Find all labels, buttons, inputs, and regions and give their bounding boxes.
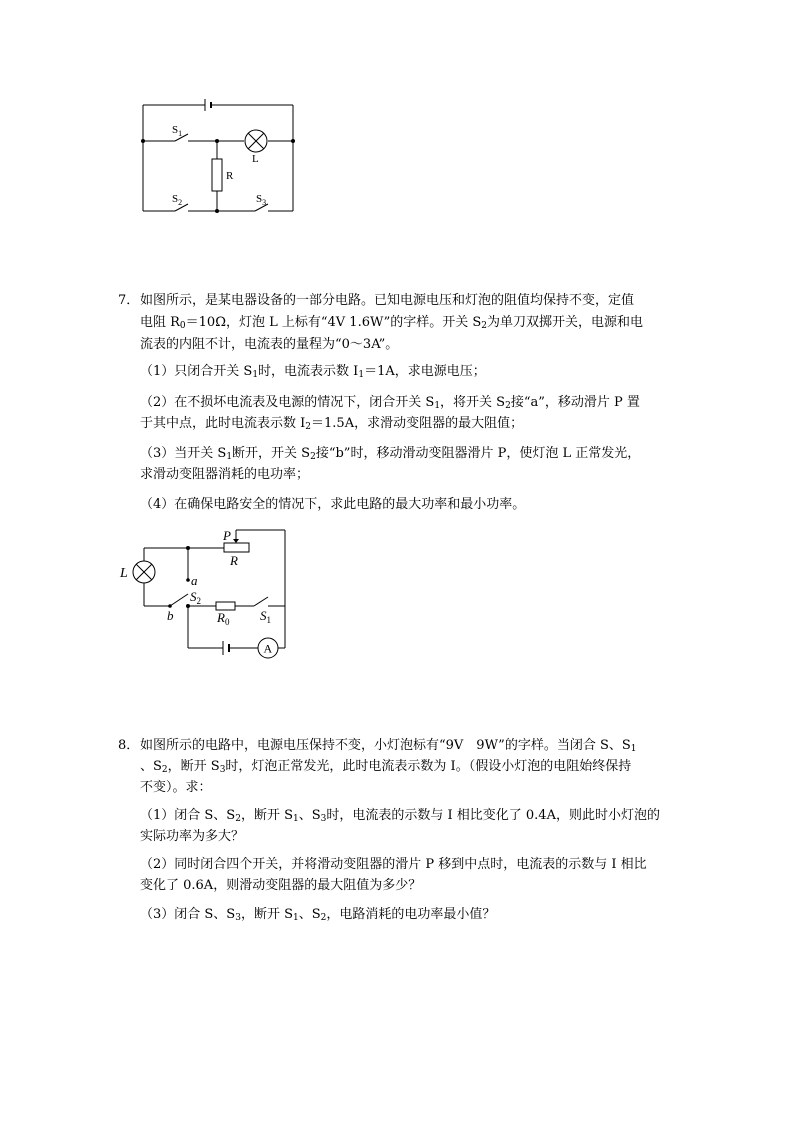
lamp-symbol [133, 561, 155, 583]
question-7-part-1: （1）只闭合开关 $S_1$时，电流表示数 $I_1=1A$，求电源电压； [140, 364, 486, 380]
slider-arrow [233, 539, 239, 543]
terminal-a-dot [186, 578, 190, 582]
question-8-intro-line: 、$S_2$，断开 $S_3$时，灯泡正常发光，此时电流表示数为 I。（假设小灯泡的电阻始终保持 [140, 759, 632, 775]
question-7-part-3-cont: 求滑动变阻器消耗的电功率； [140, 467, 310, 482]
terminal-a-label: a [191, 573, 198, 588]
question-8-intro-line: 如图所示的电路中，电源电压保持不变，小灯泡标有“9V 9W”的字样。当闭合 S、$S_1$ [140, 738, 637, 754]
question-7-intro-line: 电阻 $R_0=10\Omega$，灯泡 L 上标有“4V 1.6W”的字样。开关 $S_2$为单刀双掷开关，电源和电 [140, 315, 644, 331]
question-8-part-2-cont: 变化了 0.6A，则滑动变阻器的最大阻值为多少？ [140, 878, 422, 893]
question-8-number: 8． [118, 738, 140, 753]
terminal-b-label: b [167, 608, 174, 623]
junction-dot [186, 546, 190, 550]
question-7-intro-line: 如图所示，是某电器设备的一部分电路。已知电源电压和灯泡的阻值均保持不变，定值 [140, 293, 635, 308]
ammeter-symbol [258, 638, 278, 658]
question-7-part-3: （3）当开关 $S_1$断开，开关 $S_2$接“b”时，移动滑动变阻器滑片 P，使灯泡 L 正常发光， [140, 446, 641, 462]
question-8-part-1-cont: 实际功率为多大？ [140, 829, 245, 844]
switch-s3-label: $S_3$ [256, 193, 267, 207]
question-7-intro-line: 流表的内阻不计，电流表的量程为“0～3A”。 [140, 337, 399, 352]
question-7-part-2: （2）在不损坏电流表及电源的情况下，闭合开关 $S_1$，将开关 $S_2$接“a”，移动滑片 P 置 [140, 395, 640, 411]
lamp-label: L [120, 566, 128, 581]
question-7-part-2-cont: 于其中点，此时电流表示数 $I_2=1.5A$，求滑动变阻器的最大阻值； [140, 416, 524, 432]
switch-s1-label: $S_1$ [260, 608, 271, 625]
slider-p-label: P [223, 528, 231, 543]
question-8-part-2: （2）同时闭合四个开关，并将滑动变阻器的滑片 P 移到中点时，电流表的示数与 I 相比 [140, 857, 647, 872]
lamp-symbol [245, 130, 267, 152]
question-8-part-1: （1）闭合 S、$S_2$，断开 $S_1$、$S_3$时，电流表的示数与 I 相比变化了 0.4A，则此时小灯泡的 [140, 808, 660, 824]
question-8-part-3: （3）闭合 S、$S_3$，断开 $S_1$、$S_2$，电路消耗的电功率最小值？ [140, 907, 496, 923]
switch-s2-label: $S_2$ [190, 589, 201, 606]
resistor-label: R [226, 170, 234, 182]
switch-s2-label: $S_2$ [172, 193, 183, 207]
lamp-label: L [252, 153, 259, 165]
junction-dot [141, 139, 145, 143]
svg-text:A: A [263, 641, 273, 656]
question-7-number: 7． [118, 293, 140, 308]
circuit-diagram-1 [120, 90, 320, 225]
circuit-diagram-2 [112, 522, 302, 667]
question-8-intro-line: 不变）。求： [140, 780, 212, 795]
switch-s1-label: $S_1$ [172, 124, 183, 138]
resistor-r0-label: $R_0$ [217, 610, 230, 627]
junction-dot [291, 139, 295, 143]
junction-dot [186, 604, 190, 608]
rheostat-r-label: R [230, 553, 238, 568]
junction-dot [215, 209, 219, 213]
question-7-part-4: （4）在确保电路安全的情况下，求此电路的最大功率和最小功率。 [140, 497, 526, 512]
junction-dot [215, 139, 219, 143]
